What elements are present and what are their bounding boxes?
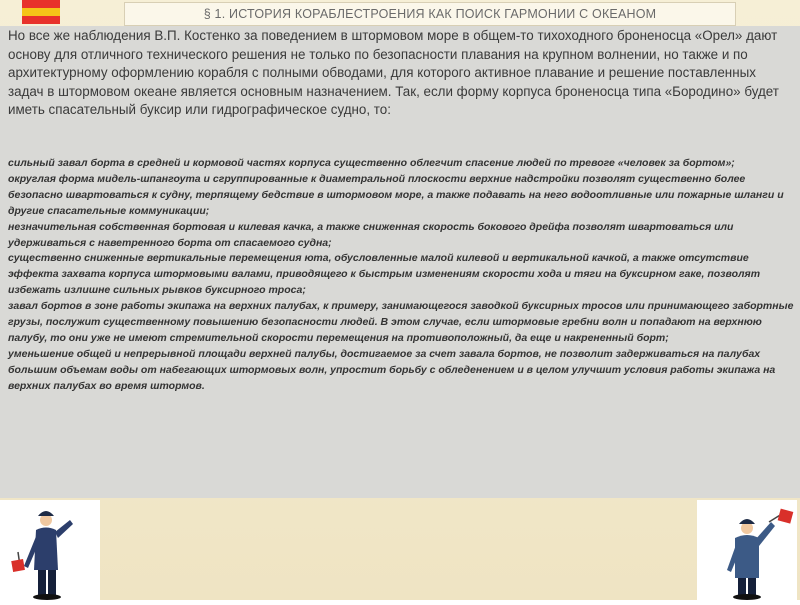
page-title xyxy=(124,2,736,26)
flag-stripe-red xyxy=(22,16,60,24)
signalman-left-icon xyxy=(0,500,100,600)
list-item: уменьшение общей и непрерывной площади верхней палубы, достигаемое за счет завала бортов, не позволит задерживаться на палубах большим объемам воды от набегающих штормовых волн, упростит борьбу с обледенением и в целом улучшит условия работы экипажа на верхних палубах во время штормов. xyxy=(8,347,776,392)
lead-paragraph: Но все же наблюдения В.П. Костенко за поведением в штормовом море в общем-то тихоходного броненосца «Орел» дают основу для отличного технического решения не только по безопасности плавания на крупном волнении, но также и по архитектурному оформлению корабля с полными обводами, для которого активное плавание и решение поставленных задач в штормовом океане является основным назначением. Так, если форму корпуса броненосца типа «Бородино» будет иметь спасательный буксир или гидрографическое судно, то: xyxy=(8,28,779,118)
signalman-right-icon xyxy=(697,500,797,600)
list-item: сильный завал борта в средней и кормовой частях корпуса существенно облегчит спасение людей по тревоге «человек за бортом»; xyxy=(8,157,735,169)
flag-icon xyxy=(22,0,60,24)
page-title-text: § 1. ИСТОРИЯ КОРАБЛЕСТРОЕНИЯ КАК ПОИСК ГАРМОНИИ С ОКЕАНОМ xyxy=(203,7,657,21)
list-item: существенно сниженные вертикальные перемещения юта, обусловленные малой килевой и вертикальной качкой, а также отсутствие эффекта захвата корпуса штормовыми валами, приводящего к быстрым изменениям скорости хода и тяги на буксирном гаке, позволят избежать излишне сильных рывков буксирного троса; xyxy=(8,252,761,297)
list-item: округлая форма мидель-шпангоута и сгруппированные к диаметральной плоскости верхние надстройки позволят существенно более безопасно швартоваться к судну, терпящему бедствие в штормовом море, а также подавать на него водоотливные или пожарные шланги и другие спасательные коммуникации; xyxy=(8,172,784,217)
list-item: незначительная собственная бортовая и килевая качка, а также сниженная скорость бокового дрейфа позволят швартоваться или удерживаться с наветренного борта от спасаемого судна; xyxy=(8,220,734,249)
content-panel xyxy=(0,26,800,498)
flag-stripe-red xyxy=(22,0,60,8)
items-list xyxy=(8,156,794,395)
flag-stripe-yellow xyxy=(22,8,60,16)
list-item: завал бортов в зоне работы экипажа на верхних палубах, к примеру, занимающегося заводкой буксирных тросов или принимающего забортные грузы, послужит существенному повышению безопасности людей. В этом случае, если штормовые гребни волн и попадают на верхнюю палубу, то они уже не имеют стремительной скорости перемещения на противоположный, да еще и накрененный борт; xyxy=(8,300,794,344)
